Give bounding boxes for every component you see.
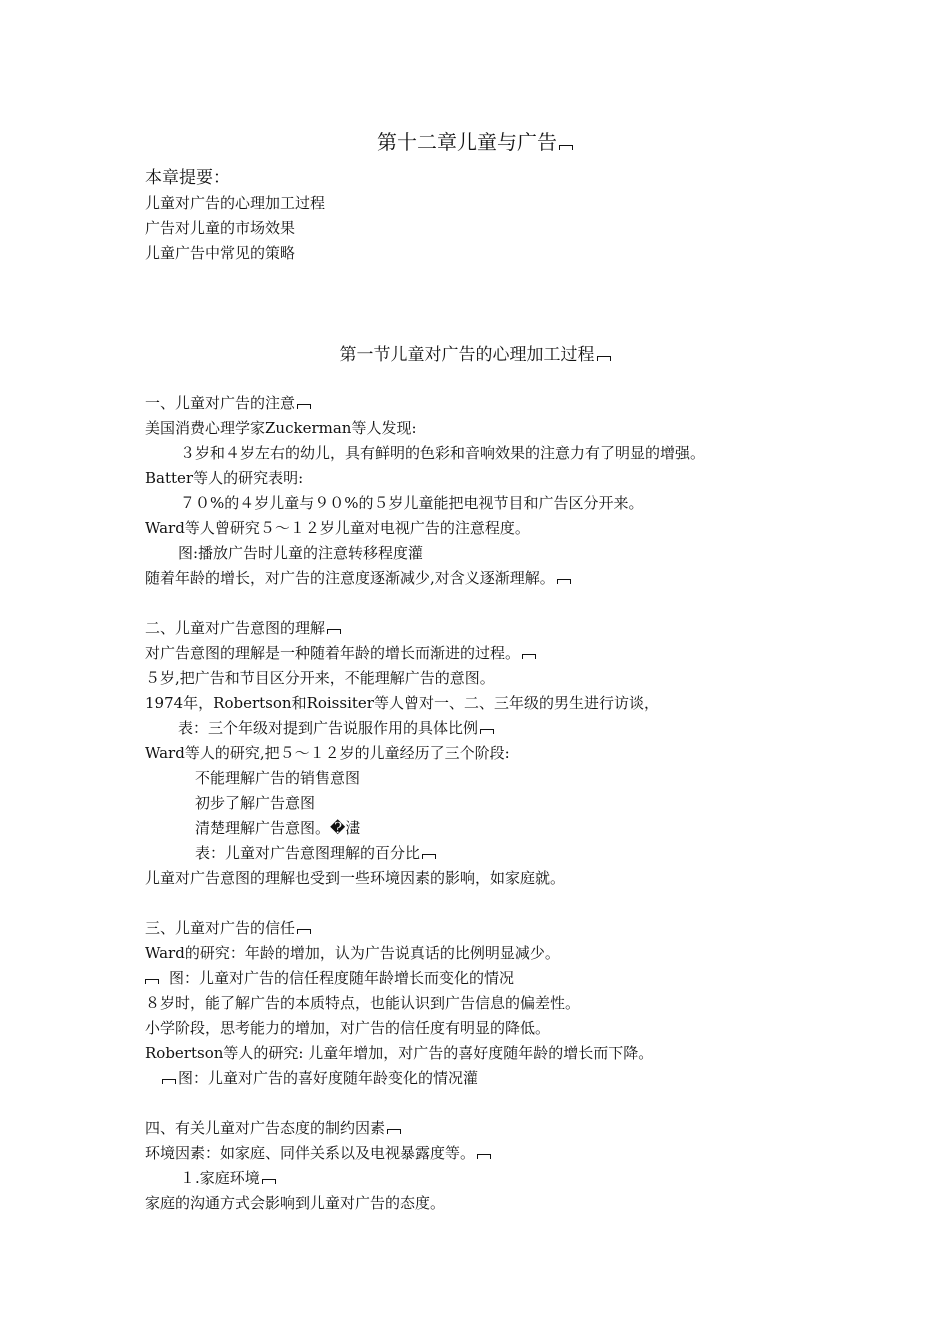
body-line: 家庭的沟通方式会影响到儿童对广告的态度。 (145, 1194, 446, 1212)
summary-heading: 本章提要： (145, 168, 230, 188)
body-line: 儿童对广告意图的理解也受到一些环境因素的影响，如家庭就。 (145, 869, 566, 887)
chapter-title-text: 第十二章儿童与广告 (377, 130, 557, 154)
paragraph-mark-icon (480, 729, 494, 734)
summary-item: 广告对儿童的市场效果 (145, 219, 296, 237)
body-line: Robertson等人的研究: 儿童年增加，对广告的喜好度随年龄的增长而下降。 (145, 1044, 654, 1062)
part1-heading (145, 393, 311, 413)
paragraph-mark-icon (597, 356, 611, 361)
part2-heading-text: 二、儿童对广告意图的理解 (145, 619, 326, 637)
body-line: Ward等人曾研究５～１２岁儿童对电视广告的注意程度。 (145, 519, 530, 537)
figure-caption-text: 图：儿童对广告的喜好度随年龄变化的情况灌 (178, 1069, 479, 1087)
part4-heading (145, 1118, 401, 1138)
body-line (145, 643, 536, 663)
body-line: Ward的研究：年龄的增加，认为广告说真话的比例明显减少。 (145, 944, 560, 962)
body-line-text: 对广告意图的理解是一种随着年龄的增长而渐进的过程。 (145, 644, 521, 662)
stage-item: 清楚理解广告意图。�澅 (195, 819, 361, 837)
body-line-text: 随着年龄的增长，对广告的注意度逐渐减少,对含义逐渐理解。 (145, 569, 555, 587)
section-title-text: 第一节儿童对广告的心理加工过程 (339, 345, 595, 365)
chapter-title (0, 128, 950, 156)
paragraph-mark-icon (297, 404, 311, 409)
paragraph-mark-icon (297, 929, 311, 934)
figure-caption-text: 图：儿童对广告的信任程度随年龄增长而变化的情况 (169, 969, 515, 987)
body-line: ７０%的４岁儿童与９０%的５岁儿童能把电视节目和广告区分开来。 (180, 494, 644, 512)
paragraph-mark-icon (145, 979, 159, 984)
body-line: Ward等人的研究,把５～１２岁的儿童经历了三个阶段: (145, 744, 510, 762)
paragraph-mark-icon (559, 145, 573, 150)
paragraph-mark-icon (387, 1129, 401, 1134)
body-line: 小学阶段，思考能力的增加，对广告的信任度有明显的降低。 (145, 1019, 551, 1037)
part3-heading-text: 三、儿童对广告的信任 (145, 919, 296, 937)
paragraph-mark-icon (522, 654, 536, 659)
part3-heading (145, 918, 311, 938)
body-line: ８岁时，能了解广告的本质特点，也能认识到广告信息的偏差性。 (145, 994, 581, 1012)
table-caption (195, 843, 436, 863)
stage-item: 不能理解广告的销售意图 (195, 769, 361, 787)
body-line: ５岁,把广告和节目区分开来，不能理解广告的意图。 (145, 669, 495, 687)
figure-caption (162, 1068, 478, 1088)
body-line: ３岁和４岁左右的幼儿，具有鲜明的色彩和音响效果的注意力有了明显的增强。 (180, 444, 706, 462)
part4-heading-text: 四、有关儿童对广告态度的制约因素 (145, 1119, 386, 1137)
body-line (145, 1143, 491, 1163)
part1-heading-text: 一、儿童对广告的注意 (145, 394, 296, 412)
table-caption-text: 表：三个年级对提到广告说服作用的具体比例 (178, 719, 479, 737)
paragraph-mark-icon (477, 1154, 491, 1159)
table-caption (178, 718, 494, 738)
body-line: 1974年，Robertson和Roissiter等人曾对一、二、三年级的男生进行访谈， (145, 694, 659, 712)
body-line: 美国消费心理学家Zuckerman等人发现: (145, 419, 417, 437)
summary-item: 儿童对广告的心理加工过程 (145, 194, 326, 212)
body-line (145, 568, 571, 588)
table-caption-text: 表：儿童对广告意图理解的百分比 (195, 844, 421, 862)
summary-item: 儿童广告中常见的策略 (145, 244, 296, 262)
paragraph-mark-icon (422, 854, 436, 859)
subheading (180, 1168, 276, 1188)
subheading-text: １.家庭环境 (180, 1169, 260, 1187)
paragraph-mark-icon (557, 579, 571, 584)
body-line: Batter等人的研究表明: (145, 469, 304, 487)
paragraph-mark-icon (262, 1179, 276, 1184)
figure-caption (145, 968, 514, 988)
body-line-text: 环境因素：如家庭、同伴关系以及电视暴露度等。 (145, 1144, 476, 1162)
figure-caption: 图:播放广告时儿童的注意转移程度灌 (178, 544, 424, 562)
paragraph-mark-icon (162, 1079, 176, 1084)
paragraph-mark-icon (327, 629, 341, 634)
section-title (0, 343, 950, 367)
part2-heading (145, 618, 341, 638)
stage-item: 初步了解广告意图 (195, 794, 316, 812)
